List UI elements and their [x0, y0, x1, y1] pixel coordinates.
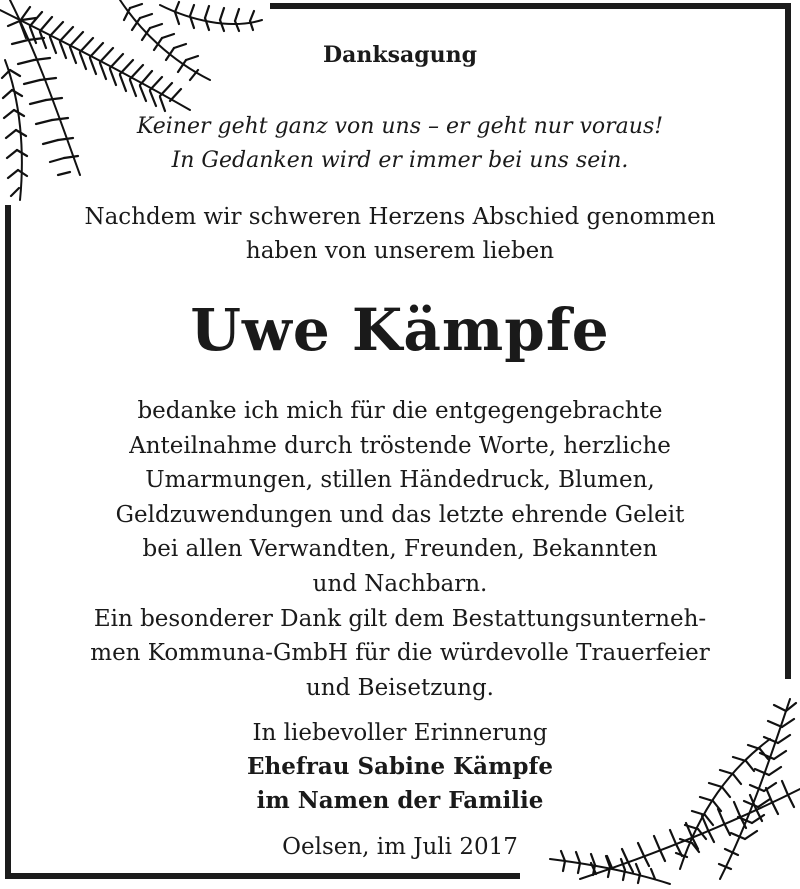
body-line: bei allen Verwandten, Freunden, Bekannten — [142, 536, 658, 563]
body-line: Umarmungen, stillen Händedruck, Blumen, — [145, 467, 655, 494]
motto-line: In Gedanken wird er immer bei uns sein. — [171, 148, 629, 173]
deceased-name: Uwe Kämpfe — [190, 296, 610, 364]
body-line: und Nachbarn. — [312, 570, 488, 597]
body-line: Geldzuwendungen und das letzte ehrende Geleit — [115, 501, 685, 528]
body-line: Anteilnahme durch tröstende Worte, herzliche — [129, 432, 671, 459]
signatory: Ehefrau Sabine Kämpfe — [246, 753, 554, 780]
body-line: bedanke ich mich für die entgegengebrachte — [137, 398, 663, 424]
body-line: und Beisetzung. — [306, 674, 494, 701]
place-date: Oelsen, im Juli 2017 — [282, 834, 518, 860]
intro-line: haben von unserem lieben — [245, 238, 555, 264]
motto — [0, 110, 800, 178]
motto-line: Keiner geht ganz von uns – er geht nur voraus! — [136, 114, 664, 139]
family-line: im Namen der Familie — [256, 787, 544, 814]
heading: Danksagung — [323, 42, 477, 68]
closing-phrase: In liebevoller Erinnerung — [252, 720, 548, 746]
body-line: Ein besonderer Dank gilt dem Bestattungsunterneh- — [93, 605, 707, 632]
intro-text — [0, 200, 800, 268]
body-text — [0, 394, 800, 705]
intro-line: Nachdem wir schweren Herzens Abschied genommen — [84, 204, 716, 230]
closing — [0, 716, 800, 818]
body-line: men Kommuna-GmbH für die würdevolle Trauerfeier — [90, 640, 710, 667]
